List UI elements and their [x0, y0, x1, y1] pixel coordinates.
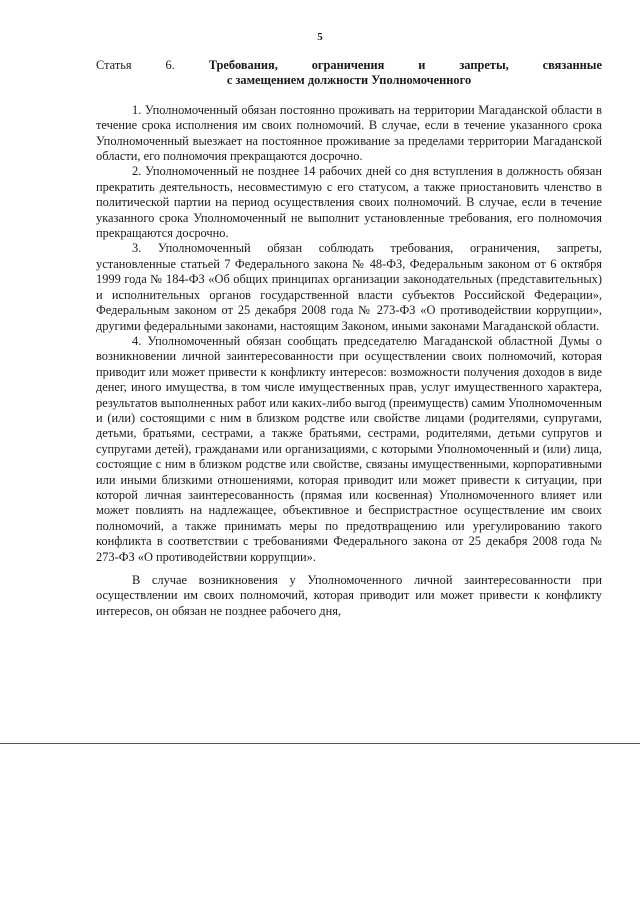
article-heading	[96, 58, 602, 73]
paragraph-3: 3. Уполномоченный обязан соблюдать требования, ограничения, запреты, установленные статьей 7 Федерального закона № 48-ФЗ, Федеральным законом от 6 октября 1999 года № 184-ФЗ «Об общих принципах организации законодательных (представительных) и исполнительных органов государственной власти субъектов Российской Федерации», Федеральным законом от 25 декабря 2008 года № 273-ФЗ «О противодействии коррупции», другими федеральными законами, настоящим Законом, иными законами Магаданской области.	[96, 241, 602, 333]
article-prefix: Статья 6.	[96, 58, 175, 72]
paragraph-1: 1. Уполномоченный обязан постоянно проживать на территории Магаданской области в течение срока исполнения им своих полномочий. В случае, если в течение указанного срока Уполномоченный выезжает на постоянное проживание за пределами территории Магаданской области, его полномочия прекращаются досрочно.	[96, 102, 602, 164]
paragraph-5: В случае возникновения у Уполномоченного личной заинтересованности при осуществлении им своих полномочий, которая приводит или может привести к конфликту интересов, он обязан не позднее рабочего дня,	[96, 573, 602, 618]
article-title-line1: Требования, ограничения и запреты, связанные	[208, 58, 602, 72]
page-number: 5	[317, 31, 323, 43]
paragraph-4: 4. Уполномоченный обязан сообщать председателю Магаданской областной Думы о возникновении личной заинтересованности при осуществлении своих полномочий, которая приводит или может привести к конфликту интересов: возможности получения доходов в виде денег, иного имущества, в том числе имущественных прав, услуг имущественного характера, результатов выполненных работ или каких-либо выгод (преимуществ) самим Уполномоченным и (или) состоящими с ним в близком родстве или свойстве лицами (родителями, супругами, детьми, братьями, сестрами, а также братьями, сестрами, родителями, детьми супругов и супругами детей), гражданами или организациями, с которыми Уполномоченный и (или) лица, состоящие с ним в близком родстве или свойстве, связаны имущественными, корпоративными или иными близкими отношениями, которая приводит или может привести к ситуации, при которой личная заинтересованность (прямая или косвенная) Уполномоченного влияет или может повлиять на надлежащее, объективное и беспристрастное осуществление им своих полномочий, а также принимать меры по предотвращению или урегулированию такого конфликта в соответствии с требованиями Федерального закона от 25 декабря 2008 года № 273-ФЗ «О противодействии коррупции».	[96, 333, 602, 564]
page-divider-line	[0, 743, 640, 744]
document-body	[96, 58, 602, 619]
article-title-line2: с замещением должности Уполномоченного	[226, 73, 472, 88]
paragraph-2: 2. Уполномоченный не позднее 14 рабочих дней со дня вступления в должность обязан прекратить деятельность, несовместимую с его статусом, а также приостановить членство в политической партии на период осуществления своих полномочий. В случае, если в течение указанного срока Уполномоченный не выполнит установленные требования, его полномочия прекращаются досрочно.	[96, 164, 602, 241]
